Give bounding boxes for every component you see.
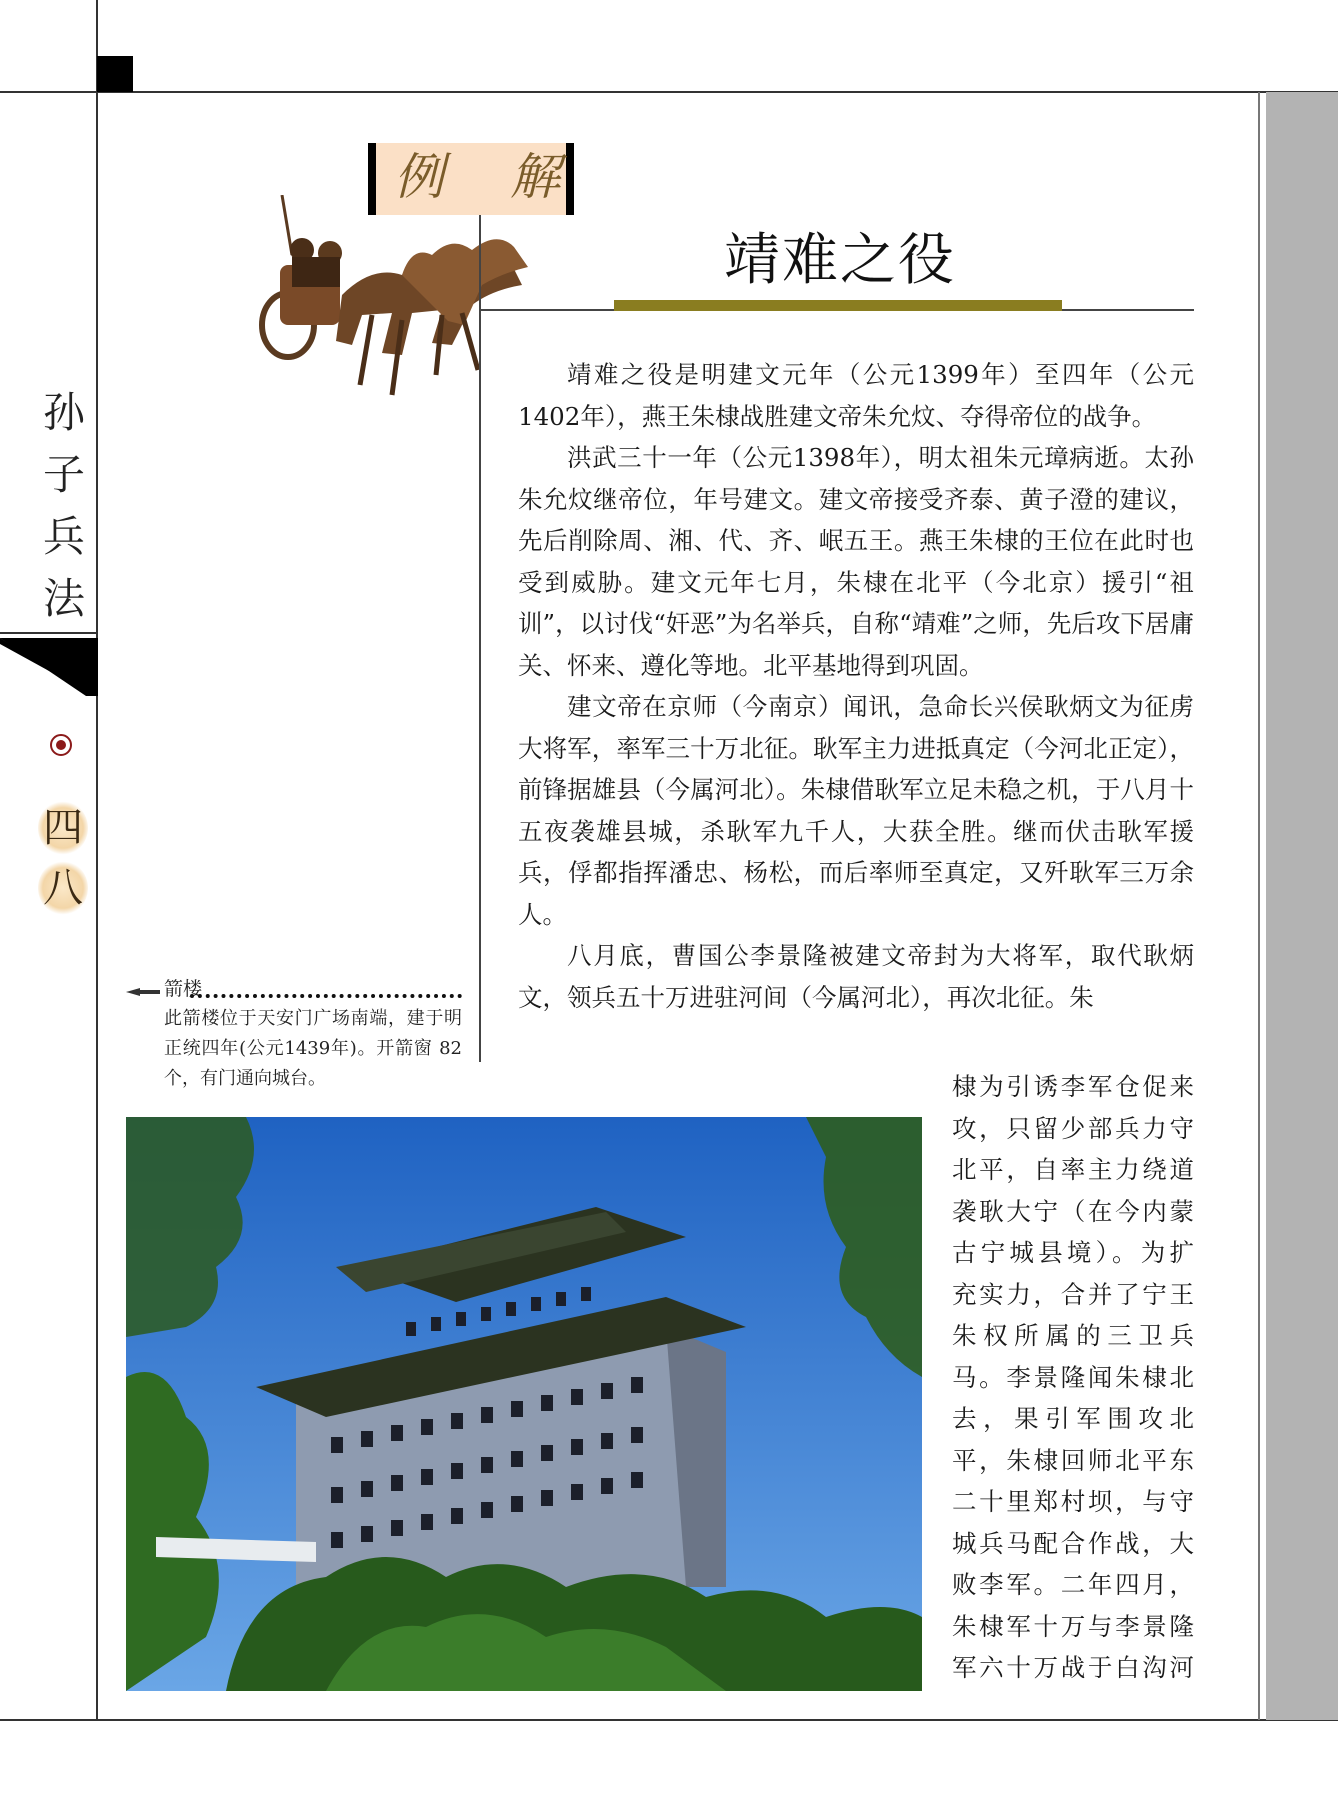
- spine-char: 孙: [42, 388, 85, 437]
- text-line: 棣为引诱李军仓促来: [952, 1072, 1194, 1101]
- top-rule: [0, 91, 1338, 93]
- text-line: 攻，只留少部兵力守: [952, 1113, 1194, 1143]
- caption-pointer-icon: [126, 986, 160, 998]
- spine-book-title: [34, 382, 94, 630]
- caption-title: 箭楼: [164, 978, 203, 1000]
- text-line: 充实力，合并了宁王: [952, 1279, 1194, 1309]
- text-line: 去，果引军围攻北: [952, 1404, 1194, 1433]
- text-line: 古宁城县境）。为扩: [952, 1238, 1194, 1267]
- column-divider: [479, 215, 481, 1062]
- paragraph: 靖难之役是明建文元年（公元1399年）至四年（公元1402年），燕王朱棣战胜建文帝朱允炆、夺得帝位的战争。: [518, 360, 1194, 431]
- paragraph: 建文帝在京师（今南京）闻讯，急命长兴侯耿炳文为征虏大将军，率军三十万北征。耿军主力进抵真定（今河北正定），前锋据雄县（今属河北）。朱棣借耿军立足未稳之机，于八月十五夜袭雄县城，杀耿军九千人，大获全胜。继而伏击耿军援兵，俘都指挥潘忠、杨松，而后率师至真定，又歼耿军三万余人。: [518, 692, 1194, 929]
- article-title: 靖难之役: [724, 228, 956, 293]
- right-gray-bar: [1266, 92, 1338, 1720]
- page-number-digit: 八: [38, 861, 88, 915]
- paragraph: 洪武三十一年（公元1398年），明太祖朱元璋病逝。太孙朱允炆继帝位，年号建文。建文帝接受齐泰、黄子澄的建议，先后削除周、湘、代、齐、岷五王。燕王朱棣的王位在此时也受到威胁。建文元年七月，朱棣在北平（今北京）援引“祖训”，以讨伐“奸恶”为名举兵，自称“靖难”之师，先后攻下居庸关、怀来、遵化等地。北平基地得到巩固。: [518, 443, 1194, 680]
- spine-char: 兵: [42, 512, 85, 561]
- paragraph: 八月底，曹国公李景隆被建文帝封为大将军，取代耿炳文，领兵五十万进驻河间（今属河北），再次北征。朱: [518, 941, 1194, 1012]
- caption-dotted-rule: [190, 994, 462, 998]
- text-line: 朱棣军十万与李景隆: [952, 1611, 1194, 1641]
- spine-wedge: [0, 638, 98, 696]
- spine-rule: [0, 632, 97, 634]
- text-line: 城兵马配合作战，大: [952, 1528, 1194, 1558]
- article-body: [518, 354, 1194, 1018]
- spine-char: 法: [42, 574, 85, 623]
- text-line: 马。李景隆闻朱棣北: [952, 1362, 1194, 1392]
- spine-char: 子: [42, 450, 85, 499]
- text-line: 军六十万战于白沟河: [952, 1653, 1194, 1682]
- article-body-narrow-column: [952, 1066, 1194, 1689]
- text-line: 平，朱棣回师北平东: [952, 1445, 1194, 1475]
- arrow-tower-photo: [126, 1117, 922, 1691]
- text-line: 败李军。二年四月，: [952, 1570, 1194, 1599]
- corner-block: [97, 56, 133, 92]
- text-line: 二十里郑村坝，与守: [952, 1487, 1194, 1516]
- chariot-illustration: [252, 195, 532, 405]
- page-number-digit: 四: [38, 801, 88, 855]
- text-line: 袭耿大宁（在今内蒙: [952, 1196, 1194, 1226]
- spine-marker-icon: [50, 734, 72, 756]
- bottom-rule: [0, 1719, 1338, 1721]
- left-margin-rule: [96, 0, 98, 1720]
- badge-char: 例: [394, 148, 444, 206]
- text-line: 朱权所属的三卫兵: [952, 1321, 1194, 1350]
- text-line: 北平，自率主力绕道: [952, 1155, 1194, 1184]
- caption-text: 此箭楼位于天安门广场南端，建于明正统四年(公元1439年)。开箭窗 82 个，有门通向城台。: [164, 1008, 462, 1089]
- title-underline-bar: [614, 300, 1062, 311]
- right-margin-rule: [1258, 92, 1260, 1720]
- badge-char: 解: [510, 148, 560, 206]
